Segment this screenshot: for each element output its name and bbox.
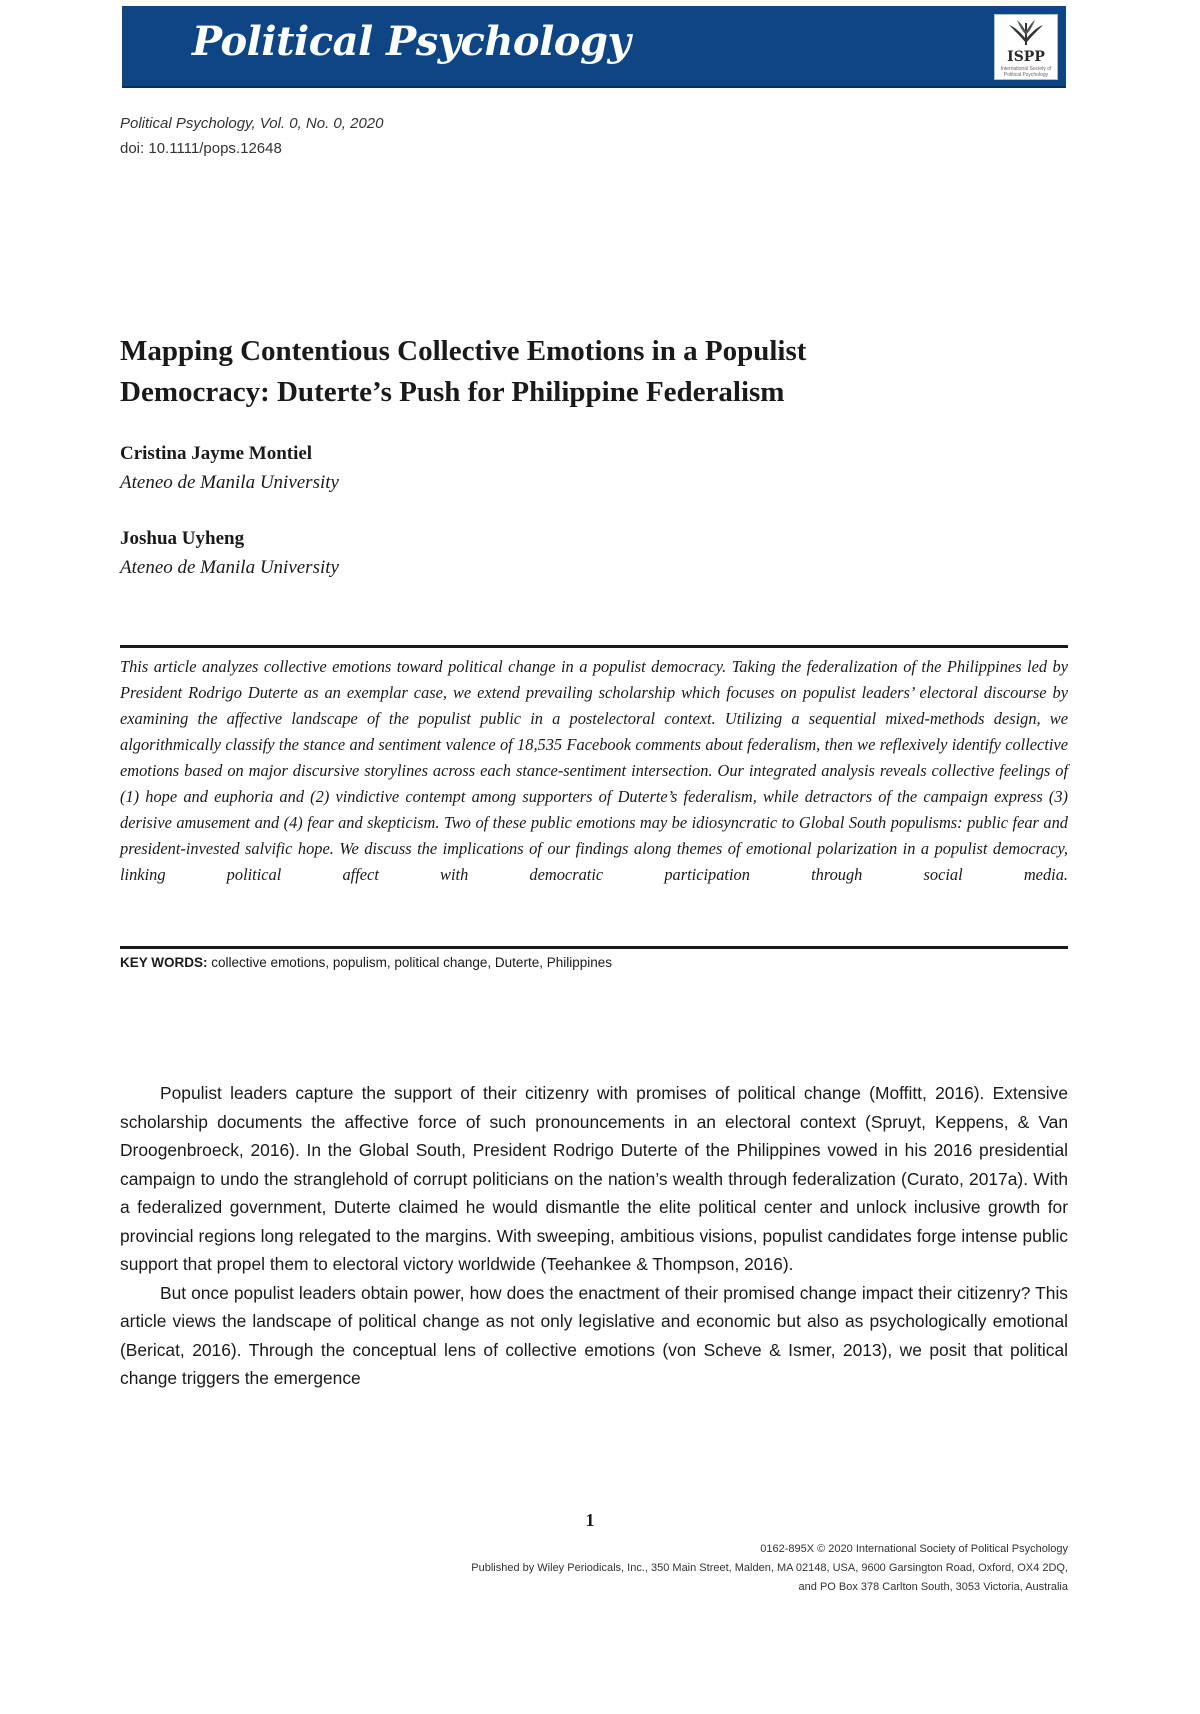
author-affiliation: Ateneo de Manila University	[120, 557, 339, 578]
ispp-emblem-icon	[995, 15, 1057, 49]
logo-subtext: International Society of Political Psychology	[1000, 66, 1052, 78]
footer-publisher-line-1: Published by Wiley Periodicals, Inc., 350 Main Street, Malden, MA 02148, USA, 9600 Garsington Road, Oxford, OX4 2DQ,	[471, 1562, 1068, 1574]
footer-copyright: 0162-895X © 2020 International Society of Political Psychology	[760, 1543, 1068, 1555]
journal-title: Political Psychology	[192, 18, 631, 65]
body-paragraph: But once populist leaders obtain power, how does the enactment of their promised change impact their citizenry? This article views the landscape of political change as not only legislative and economic but also as psychologically emotional (Bericat, 2016). Through the conceptual lens of collective emotions (von Scheve & Ismer, 2013), we posit that political change triggers the emergence	[120, 1282, 1068, 1388]
keywords-label: KEY WORDS:	[120, 955, 208, 970]
keywords-list: collective emotions, populism, political change, Duterte, Philippines	[211, 955, 612, 970]
title-line-1: Mapping Contentious Collective Emotions in a Populist	[120, 335, 807, 367]
journal-citation: Political Psychology, Vol. 0, No. 0, 2020	[120, 115, 384, 132]
author-name: Cristina Jayme Montiel	[120, 443, 313, 464]
journal-banner	[122, 6, 1066, 88]
page-number: 1	[585, 1510, 595, 1530]
title-line-2: Democracy: Duterte’s Push for Philippine Federalism	[120, 376, 785, 408]
abstract-top-rule	[120, 645, 1068, 648]
footer-publisher-line-2: and PO Box 378 Carlton South, 3053 Victoria, Australia	[798, 1581, 1068, 1593]
author-affiliation: Ateneo de Manila University	[120, 472, 339, 493]
body-text	[120, 1079, 1068, 1393]
abstract-bottom-rule	[120, 946, 1068, 949]
abstract: This article analyzes collective emotions toward political change in a populist democracy. Taking the federalization of the Philippines led by President Rodrigo Duterte as an exemplar case, we extend prevailing scholarship which focuses on populist leaders’ electoral discourse by examining the affective landscape of the populist public in a postelectoral context. Utilizing a sequential mixed-methods design, we algorithmically classify the stance and sentiment valence of 18,535 Facebook comments about federalism, then we reflexively identify collective emotions based on major discursive storylines across each stance-sentiment intersection. Our integrated analysis reveals collective feelings of (1) hope and euphoria and (2) vindictive contempt among supporters of Duterte’s federalism, while detractors of the campaign express (3) derisive amusement and (4) fear and skepticism. Two of these public emotions may be idiosyncratic to Global South populisms: public fear and president-invested salvific hope. We discuss the implications of our findings along themes of emotional polarization in a populist democracy, linking political affect with democratic participation through social media.	[120, 657, 1068, 884]
author-name: Joshua Uyheng	[120, 528, 245, 549]
logo-text: ISPP	[1007, 49, 1045, 65]
doi: doi: 10.1111/pops.12648	[120, 140, 282, 157]
keywords	[120, 955, 1068, 970]
body-paragraph: Populist leaders capture the support of their citizenry with promises of political change (Moffitt, 2016). Extensive scholarship documents the affective force of such pronouncements in an electoral context (Spruyt, Keppens, & Van Droogenbroeck, 2016). In the Global South, President Rodrigo Duterte of the Philippines vowed in his 2016 presidential campaign to undo the stranglehold of corrupt politicians on the nation’s wealth through federalization (Curato, 2017a). With a federalized government, Duterte claimed he would dismantle the elite political center and unlock inclusive growth for provincial regions long relegated to the margins. With sweeping, ambitious visions, populist candidates forge intense public support that propel them to electoral victory worldwide (Teehankee & Thompson, 2016).	[120, 1083, 1068, 1274]
article-title	[120, 331, 1020, 413]
ispp-logo	[994, 14, 1058, 80]
